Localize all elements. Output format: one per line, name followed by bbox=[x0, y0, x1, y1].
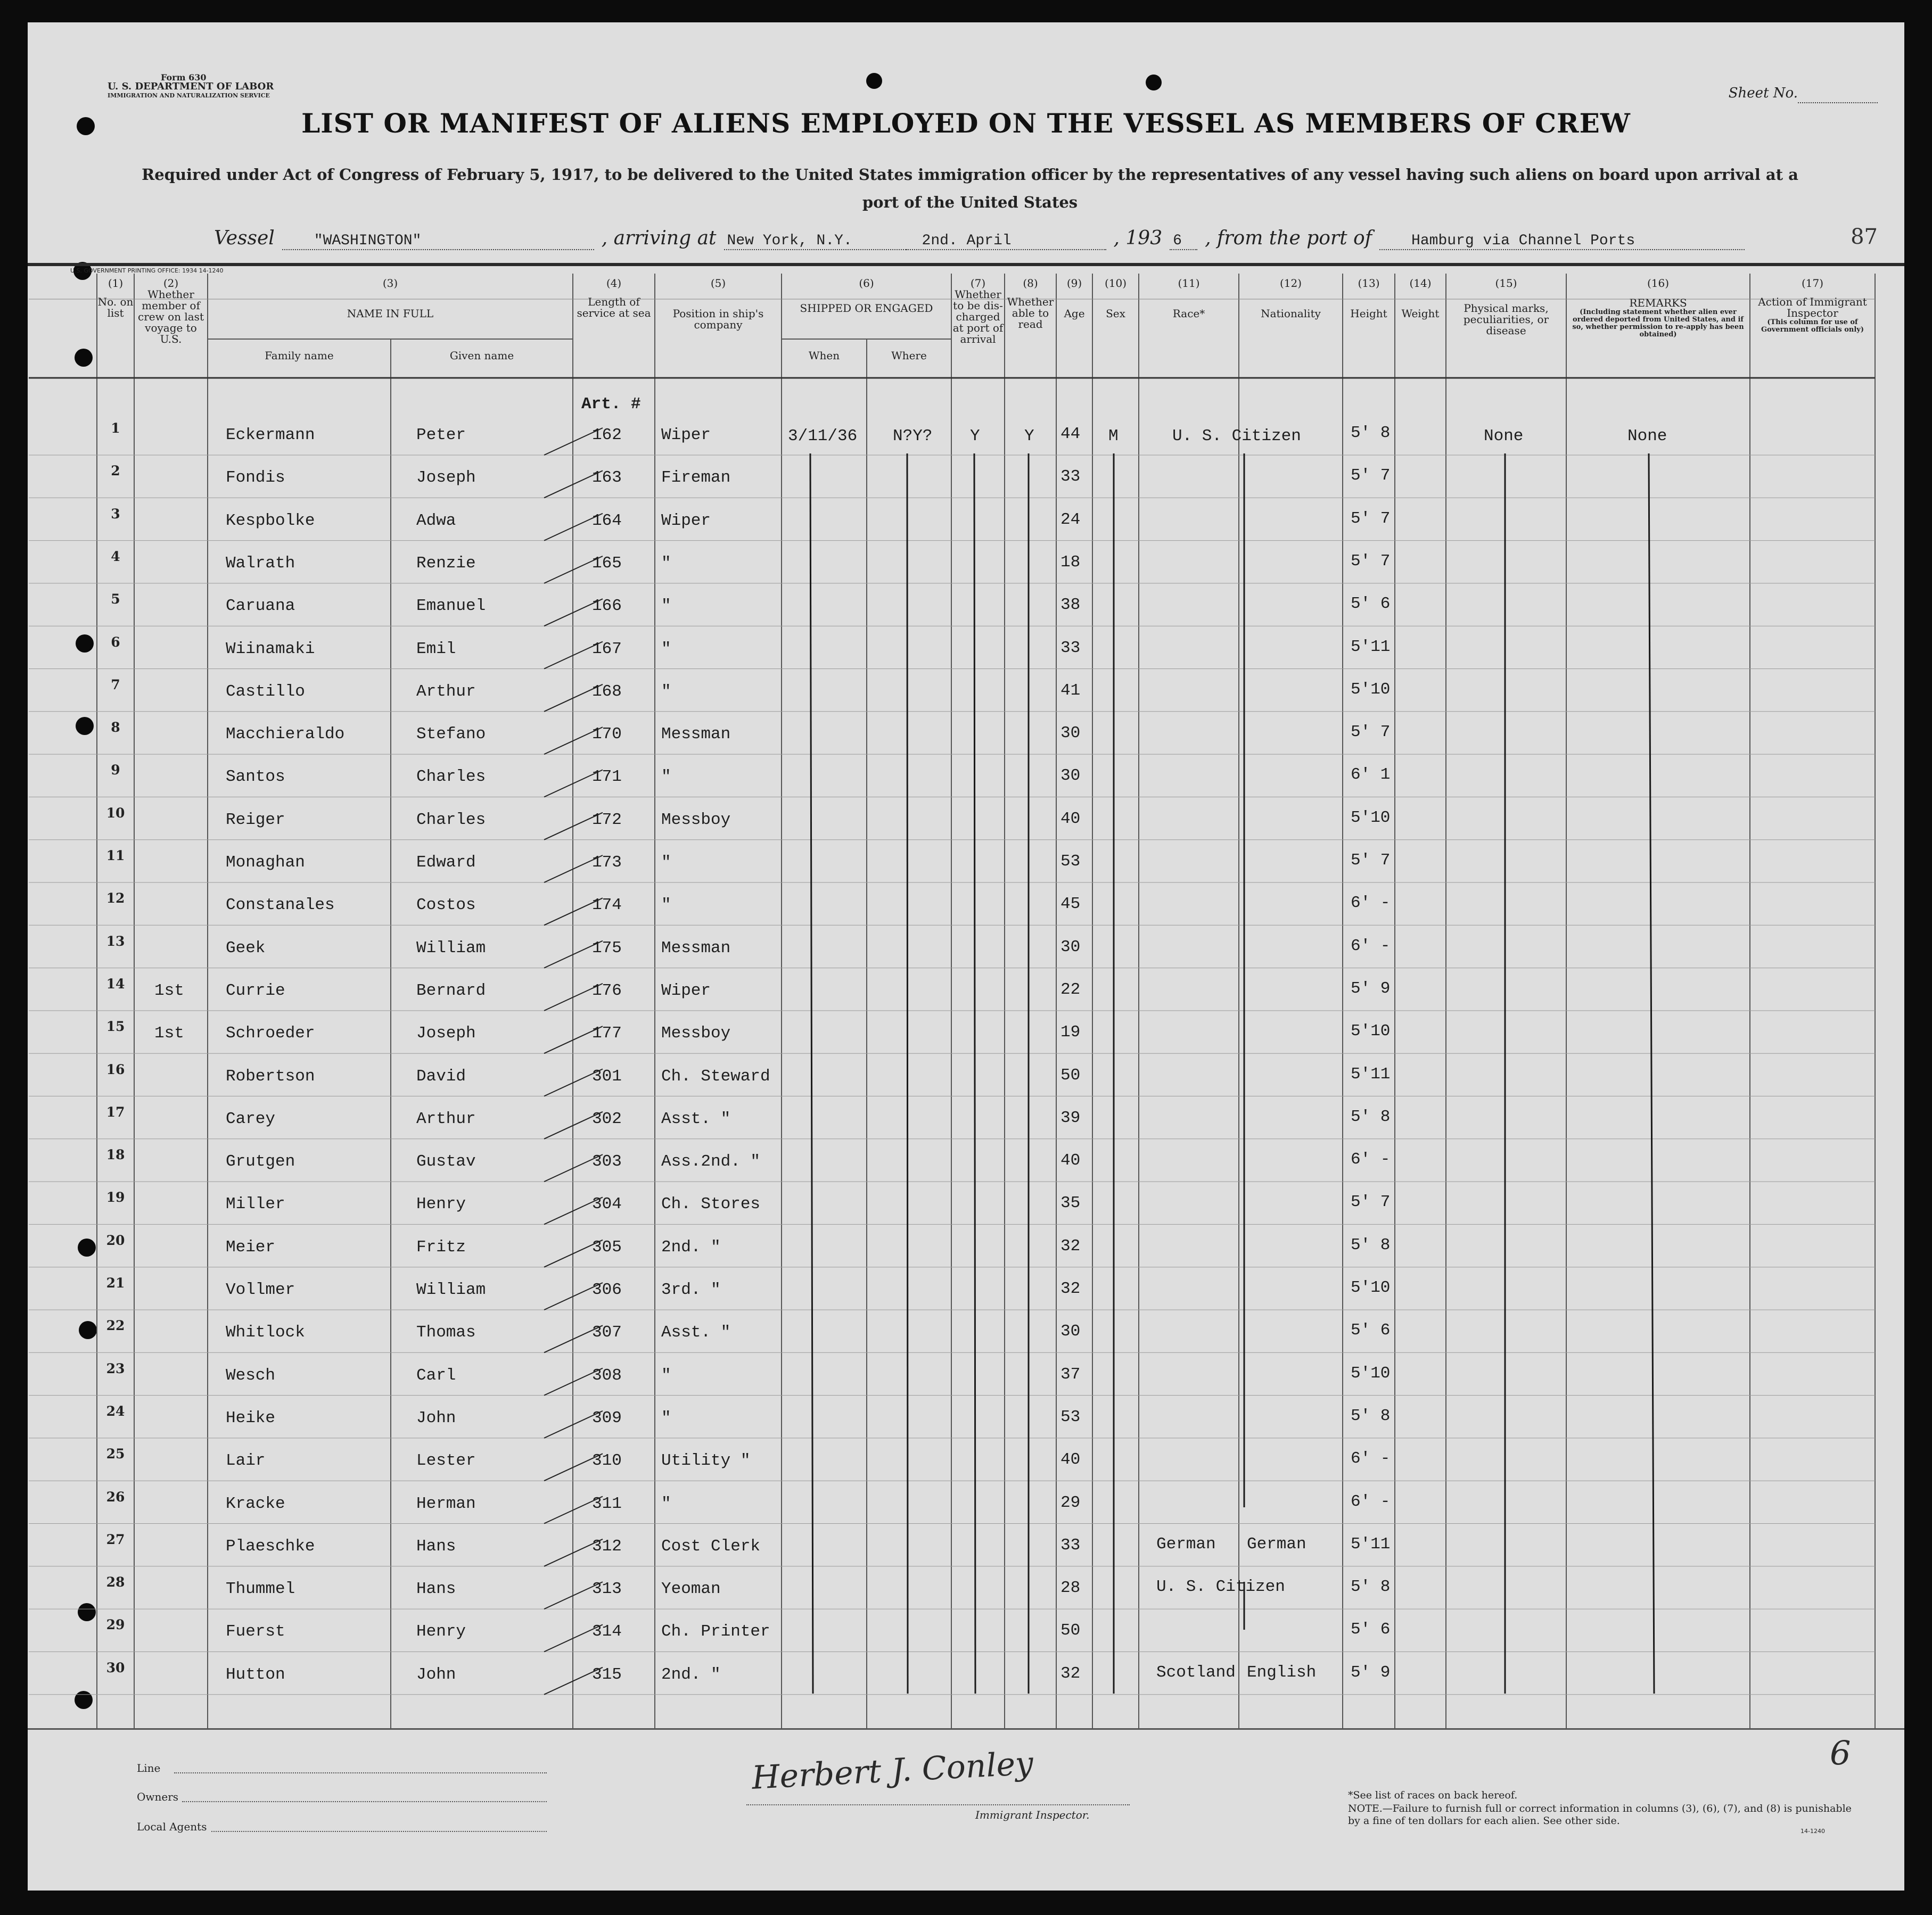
cell-height: 5'11 bbox=[1351, 1534, 1391, 1554]
cell-family: Santos bbox=[226, 767, 285, 787]
cell-family: Carey bbox=[226, 1109, 276, 1128]
cell-art: 309 bbox=[592, 1408, 622, 1427]
cell-art: 173 bbox=[592, 853, 622, 872]
cell-height: 5' 7 bbox=[1351, 851, 1391, 870]
cell-height: 6' - bbox=[1351, 1492, 1391, 1511]
cell-nationality: German bbox=[1247, 1534, 1306, 1554]
cell-given: Edward bbox=[416, 853, 476, 872]
cell-art: 168 bbox=[592, 682, 622, 701]
race-nationality-value: U. S. Citizen bbox=[1172, 427, 1301, 445]
cell-family: Kespbolke bbox=[226, 511, 315, 530]
cell-height: 5'10 bbox=[1351, 808, 1391, 827]
from-port: Hamburg via Channel Ports bbox=[1379, 233, 1745, 250]
cell-age: 18 bbox=[1060, 552, 1081, 572]
cell-height: 6' - bbox=[1351, 1449, 1391, 1468]
cell-no: 23 bbox=[106, 1360, 125, 1376]
col-10-header: (10) Sex bbox=[1104, 277, 1127, 320]
cell-art: 303 bbox=[592, 1152, 622, 1171]
cell-age: 32 bbox=[1060, 1664, 1081, 1683]
cell-given: Arthur bbox=[416, 1109, 476, 1128]
cell-family: Monaghan bbox=[226, 853, 305, 872]
able-to-read-flag: Y bbox=[1024, 427, 1034, 445]
cell-age: 33 bbox=[1060, 638, 1081, 657]
cell-age: 32 bbox=[1060, 1280, 1081, 1298]
failure-note: NOTE.—Failure to furnish full or correct information in columns (3), (6), (7), and (8) is punishable by a fine of ten dollars for each alien. See other side. bbox=[1348, 1803, 1852, 1827]
cell-position: 2nd. " bbox=[661, 1665, 721, 1684]
cell-position: " bbox=[661, 1494, 671, 1513]
cell-no: 30 bbox=[106, 1660, 125, 1675]
cell-no: 20 bbox=[106, 1232, 125, 1248]
physical-marks-value: None bbox=[1484, 427, 1524, 445]
cell-age: 40 bbox=[1060, 809, 1081, 828]
cell-voyage: 1st bbox=[154, 1024, 184, 1043]
cell-given: Thomas bbox=[416, 1323, 476, 1342]
col-4-header: (4) Length of service at sea bbox=[577, 277, 651, 319]
cell-age: 30 bbox=[1060, 766, 1081, 786]
cell-art: 172 bbox=[592, 810, 622, 829]
cell-height: 5' 8 bbox=[1351, 424, 1391, 442]
cell-art: 308 bbox=[592, 1366, 622, 1385]
cell-position: Ch. Printer bbox=[661, 1622, 770, 1641]
cell-family: Macchieraldo bbox=[226, 725, 345, 744]
when-header: When bbox=[808, 349, 840, 362]
cell-art: 170 bbox=[592, 725, 622, 744]
cell-art: 174 bbox=[592, 896, 622, 915]
cell-age: 22 bbox=[1060, 980, 1081, 999]
cell-no: 12 bbox=[106, 890, 125, 906]
cell-no: 22 bbox=[106, 1318, 125, 1334]
cell-family: Meier bbox=[226, 1237, 276, 1257]
cell-no: 25 bbox=[106, 1446, 125, 1462]
cell-height: 5' 7 bbox=[1351, 1193, 1391, 1212]
cell-height: 5'10 bbox=[1351, 1278, 1391, 1297]
cell-position: Utility " bbox=[661, 1451, 751, 1471]
cell-family: Currie bbox=[226, 981, 285, 1000]
cell-art: 310 bbox=[592, 1451, 622, 1471]
cell-given: Adwa bbox=[416, 511, 456, 530]
page-mark: 6 bbox=[1830, 1734, 1851, 1772]
cell-height: 5' 8 bbox=[1351, 1406, 1391, 1425]
cell-family: Robertson bbox=[226, 1067, 315, 1086]
cell-no: 21 bbox=[106, 1275, 125, 1291]
cell-no: 29 bbox=[106, 1617, 125, 1633]
cell-art: 167 bbox=[592, 639, 622, 658]
cell-no: 16 bbox=[106, 1061, 125, 1077]
cell-age: 30 bbox=[1060, 724, 1081, 743]
cell-height: 5'10 bbox=[1351, 680, 1391, 699]
cell-given: Charles bbox=[416, 810, 486, 829]
manifest-subtitle: Required under Act of Congress of February 5, 1917, to be delivered to the United States immigration officer by the representatives of any vessel having such aliens on board upon arrival at a port of the United States bbox=[142, 166, 1798, 211]
cell-given: Peter bbox=[416, 426, 466, 444]
cell-art: 162 bbox=[592, 426, 622, 444]
from-label: , from the port of bbox=[1205, 227, 1372, 249]
cell-no: 9 bbox=[111, 762, 120, 778]
cell-given: Joseph bbox=[416, 1024, 476, 1043]
sex-value: M bbox=[1108, 427, 1119, 445]
art-header: Art. # bbox=[581, 395, 641, 414]
vessel-name: "WASHINGTON" bbox=[282, 233, 594, 250]
cell-no: 1 bbox=[111, 420, 120, 436]
cell-no: 8 bbox=[111, 720, 120, 736]
sheet-label: Sheet No. bbox=[1728, 85, 1798, 101]
cell-family: Walrath bbox=[226, 554, 295, 573]
cell-given: Lester bbox=[416, 1451, 476, 1471]
cell-position: Ass.2nd. " bbox=[661, 1152, 761, 1171]
col-3-header: (3) NAME IN FULL bbox=[347, 277, 434, 320]
cell-position: " bbox=[661, 597, 671, 616]
cell-given: Renzie bbox=[416, 554, 476, 573]
cell-age: 38 bbox=[1060, 596, 1081, 615]
cell-given: John bbox=[416, 1665, 456, 1684]
cell-family: Kracke bbox=[226, 1494, 285, 1513]
cell-position: Wiper bbox=[661, 511, 711, 530]
cell-no: 14 bbox=[106, 976, 125, 992]
races-note: *See list of races on back hereof. bbox=[1348, 1789, 1518, 1801]
cell-art: 164 bbox=[592, 511, 622, 530]
cell-height: 6' 1 bbox=[1351, 765, 1391, 785]
cell-age: 44 bbox=[1060, 425, 1081, 443]
cell-height: 5' 8 bbox=[1351, 1107, 1391, 1126]
cell-given: Henry bbox=[416, 1195, 466, 1214]
shipped-when: 3/11/36 bbox=[788, 427, 858, 445]
cell-position: 3rd. " bbox=[661, 1281, 721, 1299]
cell-given: Gustav bbox=[416, 1152, 476, 1171]
cell-position: " bbox=[661, 767, 671, 787]
remarks-value: None bbox=[1627, 427, 1667, 445]
cell-race: U. S. Citizen bbox=[1156, 1578, 1285, 1597]
cell-position: Asst. " bbox=[661, 1323, 731, 1342]
cell-given: Hans bbox=[416, 1580, 456, 1599]
printing-office: U.S. GOVERNMENT PRINTING OFFICE: 1934 14-1240 bbox=[70, 267, 224, 274]
cell-height: 5'10 bbox=[1351, 1364, 1391, 1383]
cell-height: 5' 9 bbox=[1351, 1663, 1391, 1682]
cell-given: David bbox=[416, 1067, 466, 1086]
col-13-header: (13) Height bbox=[1350, 277, 1387, 320]
cell-race: German bbox=[1156, 1534, 1216, 1554]
cell-family: Whitlock bbox=[226, 1323, 305, 1342]
cell-age: 35 bbox=[1060, 1194, 1081, 1213]
line-fill bbox=[174, 1772, 547, 1773]
arriving-label: , arriving at bbox=[601, 227, 717, 249]
cell-age: 37 bbox=[1060, 1365, 1081, 1384]
cell-given: Fritz bbox=[416, 1237, 466, 1257]
col-2-header: (2) Whether member of crew on last voyage to U.S. bbox=[138, 277, 204, 345]
cell-art: 314 bbox=[592, 1622, 622, 1641]
vessel-label: Vessel bbox=[214, 227, 275, 249]
cell-family: Castillo bbox=[226, 682, 305, 701]
cell-family: Vollmer bbox=[226, 1281, 295, 1299]
cell-height: 5' 8 bbox=[1351, 1235, 1391, 1254]
cell-family: Miller bbox=[226, 1195, 285, 1214]
cell-given: Bernard bbox=[416, 981, 486, 1000]
cell-height: 5' 6 bbox=[1351, 1321, 1391, 1340]
cell-age: 19 bbox=[1060, 1023, 1081, 1042]
cell-family: Geek bbox=[226, 938, 266, 958]
agents-fill bbox=[211, 1831, 547, 1832]
year-digit: 6 bbox=[1170, 233, 1197, 250]
cell-age: 32 bbox=[1060, 1236, 1081, 1256]
family-name-header: Family name bbox=[265, 349, 334, 362]
cell-art: 171 bbox=[592, 767, 622, 787]
cell-family: Reiger bbox=[226, 810, 285, 829]
col-15-header: (15) Physical marks, peculiarities, or disease bbox=[1463, 277, 1549, 337]
col-5-header: (5) Position in ship's company bbox=[672, 277, 764, 331]
cell-given: Carl bbox=[416, 1366, 456, 1385]
cell-given: Hans bbox=[416, 1537, 456, 1556]
cell-height: 6' - bbox=[1351, 894, 1391, 913]
cell-given: Emanuel bbox=[416, 597, 486, 616]
cell-age: 40 bbox=[1060, 1151, 1081, 1170]
cell-family: Fondis bbox=[226, 468, 285, 488]
cell-given: Stefano bbox=[416, 725, 486, 744]
footer-rule bbox=[28, 1728, 1904, 1730]
cell-family: Hutton bbox=[226, 1665, 285, 1684]
col-1-header: (1) No. on list bbox=[97, 277, 134, 319]
cell-position: " bbox=[661, 554, 671, 573]
cell-age: 29 bbox=[1060, 1493, 1081, 1512]
cell-position: Yeoman bbox=[661, 1580, 721, 1599]
cell-no: 13 bbox=[106, 933, 125, 949]
cell-age: 50 bbox=[1060, 1066, 1081, 1085]
cell-position: Ch. Stores bbox=[661, 1195, 761, 1214]
cell-no: 28 bbox=[106, 1574, 125, 1590]
cell-position: " bbox=[661, 853, 671, 872]
year-label: , 193 bbox=[1113, 227, 1163, 249]
cell-art: 166 bbox=[592, 597, 622, 616]
cell-height: 5'11 bbox=[1351, 637, 1391, 656]
cell-position: " bbox=[661, 1366, 671, 1385]
inspector-label: Immigrant Inspector. bbox=[975, 1809, 1090, 1821]
col-8-header: (8) Whether able to read bbox=[1007, 277, 1054, 331]
footer-owners-label: Owners bbox=[137, 1790, 179, 1803]
cell-given: Charles bbox=[416, 767, 486, 787]
cell-position: Messman bbox=[661, 725, 731, 744]
cell-height: 5' 7 bbox=[1351, 551, 1391, 571]
department: U. S. DEPARTMENT OF LABOR bbox=[108, 81, 274, 92]
col-12-header: (12) Nationality bbox=[1261, 277, 1321, 320]
footer-agents-label: Local Agents bbox=[137, 1820, 207, 1833]
cell-given: Emil bbox=[416, 639, 456, 658]
cell-no: 7 bbox=[111, 676, 120, 692]
cell-height: 5'10 bbox=[1351, 1022, 1391, 1041]
col-11-header: (11) Race* bbox=[1172, 277, 1205, 320]
cell-age: 40 bbox=[1060, 1450, 1081, 1470]
service: IMMIGRATION AND NATURALIZATION SERVICE bbox=[108, 92, 270, 99]
cell-nationality: English bbox=[1247, 1663, 1317, 1682]
cell-no: 26 bbox=[106, 1489, 125, 1505]
cell-art: 311 bbox=[592, 1494, 622, 1513]
cell-family: Plaeschke bbox=[226, 1537, 315, 1556]
cell-position: Wiper bbox=[661, 981, 711, 1000]
cell-art: 177 bbox=[592, 1024, 622, 1043]
cell-age: 45 bbox=[1060, 895, 1081, 914]
cell-height: 5' 7 bbox=[1351, 466, 1391, 485]
cell-position: " bbox=[661, 682, 671, 701]
col-7-header: (7) Whether to be dis-charged at port of arrival bbox=[952, 277, 1004, 345]
cell-family: Thummel bbox=[226, 1580, 295, 1599]
cell-given: John bbox=[416, 1408, 456, 1427]
cell-family: Heike bbox=[226, 1408, 276, 1427]
cell-height: 5' 6 bbox=[1351, 1620, 1391, 1639]
cell-art: 176 bbox=[592, 981, 622, 1000]
cell-no: 3 bbox=[111, 506, 120, 522]
cell-height: 5'11 bbox=[1351, 1064, 1391, 1084]
cell-family: Lair bbox=[226, 1451, 266, 1471]
cell-art: 175 bbox=[592, 938, 622, 958]
cell-position: " bbox=[661, 1408, 671, 1427]
manifest-title: LIST OR MANIFEST OF ALIENS EMPLOYED ON THE VESSEL AS MEMBERS OF CREW bbox=[301, 108, 1631, 139]
cell-age: 30 bbox=[1060, 937, 1081, 956]
cell-no: 6 bbox=[111, 634, 120, 650]
given-name-header: Given name bbox=[449, 349, 514, 362]
cell-art: 313 bbox=[592, 1580, 622, 1599]
shipped-where: N?Y? bbox=[893, 427, 933, 445]
arrival-date: 2nd. April bbox=[906, 233, 1106, 250]
arrival-port: New York, N.Y. bbox=[724, 233, 906, 250]
cell-no: 17 bbox=[106, 1104, 125, 1120]
col-16-header: (16) REMARKS (Including statement whether alien ever ordered deported from United States, and if so, whether permission to re-apply has been obtained) bbox=[1572, 277, 1744, 339]
cell-height: 5' 9 bbox=[1351, 979, 1391, 998]
cell-no: 18 bbox=[106, 1147, 125, 1163]
form-code: 14-1240 bbox=[1801, 1828, 1825, 1835]
cell-height: 6' - bbox=[1351, 1150, 1391, 1169]
cell-height: 5' 7 bbox=[1351, 509, 1391, 528]
cell-position: Messboy bbox=[661, 1024, 731, 1043]
col-17-header: (17) Action of Immigrant Inspector (This column for use of Government officials only) bbox=[1758, 277, 1867, 334]
cell-no: 2 bbox=[111, 463, 120, 479]
cell-family: Schroeder bbox=[226, 1024, 315, 1043]
cell-art: 301 bbox=[592, 1067, 622, 1086]
cell-position: Asst. " bbox=[661, 1109, 731, 1128]
cell-no: 27 bbox=[106, 1531, 125, 1547]
cell-race: Scotland bbox=[1156, 1663, 1236, 1682]
form-number: Form 630 bbox=[161, 72, 207, 82]
cell-height: 5' 7 bbox=[1351, 723, 1391, 742]
cell-given: Arthur bbox=[416, 682, 476, 701]
cell-no: 10 bbox=[106, 805, 125, 821]
cell-position: Cost Clerk bbox=[661, 1537, 761, 1556]
cell-art: 307 bbox=[592, 1323, 622, 1342]
cell-age: 33 bbox=[1060, 1536, 1081, 1555]
inspector-signature: Herbert J. Conley bbox=[751, 1745, 1034, 1797]
cell-no: 15 bbox=[106, 1019, 125, 1035]
cell-age: 33 bbox=[1060, 467, 1081, 486]
cell-height: 5' 8 bbox=[1351, 1578, 1391, 1597]
cell-position: Messboy bbox=[661, 810, 731, 829]
cell-family: Grutgen bbox=[226, 1152, 295, 1171]
cell-family: Wiinamaki bbox=[226, 639, 315, 658]
footer-line-label: Line bbox=[137, 1762, 161, 1774]
cell-art: 165 bbox=[592, 554, 622, 573]
cell-age: 28 bbox=[1060, 1579, 1081, 1598]
cell-family: Fuerst bbox=[226, 1622, 285, 1641]
cell-no: 11 bbox=[106, 848, 125, 863]
cell-family: Caruana bbox=[226, 597, 295, 616]
cell-voyage: 1st bbox=[154, 981, 184, 1000]
cell-art: 163 bbox=[592, 468, 622, 488]
cell-given: William bbox=[416, 938, 486, 958]
sheet-number: 87 bbox=[1851, 225, 1878, 249]
cell-position: Messman bbox=[661, 938, 731, 958]
manifest-page bbox=[28, 22, 1904, 1891]
cell-given: Joseph bbox=[416, 468, 476, 488]
cell-given: Costos bbox=[416, 896, 476, 915]
cell-height: 6' - bbox=[1351, 936, 1391, 955]
cell-age: 41 bbox=[1060, 681, 1081, 700]
cell-art: 304 bbox=[592, 1195, 622, 1214]
cell-position: Wiper bbox=[661, 426, 711, 444]
owners-fill bbox=[182, 1801, 547, 1802]
cell-no: 4 bbox=[111, 548, 120, 564]
discharged-flag: Y bbox=[970, 427, 980, 445]
where-header: Where bbox=[891, 349, 927, 362]
cell-given: William bbox=[416, 1281, 486, 1299]
cell-art: 302 bbox=[592, 1109, 622, 1128]
col-6-header: (6) SHIPPED OR ENGAGED bbox=[800, 277, 933, 315]
ditto-lines bbox=[810, 453, 1654, 1694]
cell-family: Constanales bbox=[226, 896, 335, 915]
cell-position: " bbox=[661, 896, 671, 915]
cell-given: Herman bbox=[416, 1494, 476, 1513]
cell-position: Fireman bbox=[661, 468, 731, 488]
cell-height: 5' 6 bbox=[1351, 595, 1391, 614]
col-9-header: (9) Age bbox=[1064, 277, 1085, 320]
cell-art: 305 bbox=[592, 1237, 622, 1257]
cell-age: 50 bbox=[1060, 1621, 1081, 1640]
cell-family: Wesch bbox=[226, 1366, 276, 1385]
cell-family: Eckermann bbox=[226, 426, 315, 444]
cell-art: 306 bbox=[592, 1281, 622, 1299]
col-14-header: (14) Weight bbox=[1401, 277, 1440, 320]
cell-position: 2nd. " bbox=[661, 1237, 721, 1257]
cell-age: 30 bbox=[1060, 1322, 1081, 1341]
signature-line bbox=[746, 1804, 1130, 1805]
cell-age: 39 bbox=[1060, 1108, 1081, 1127]
cell-age: 24 bbox=[1060, 510, 1081, 529]
cell-art: 315 bbox=[592, 1665, 622, 1684]
cell-age: 53 bbox=[1060, 852, 1081, 871]
cell-position: Ch. Steward bbox=[661, 1067, 770, 1086]
cell-age: 53 bbox=[1060, 1407, 1081, 1426]
cell-position: " bbox=[661, 639, 671, 658]
cell-no: 24 bbox=[106, 1403, 125, 1419]
cell-art: 312 bbox=[592, 1537, 622, 1556]
cell-given: Henry bbox=[416, 1622, 466, 1641]
cell-no: 19 bbox=[106, 1190, 125, 1206]
cell-no: 5 bbox=[111, 591, 120, 607]
